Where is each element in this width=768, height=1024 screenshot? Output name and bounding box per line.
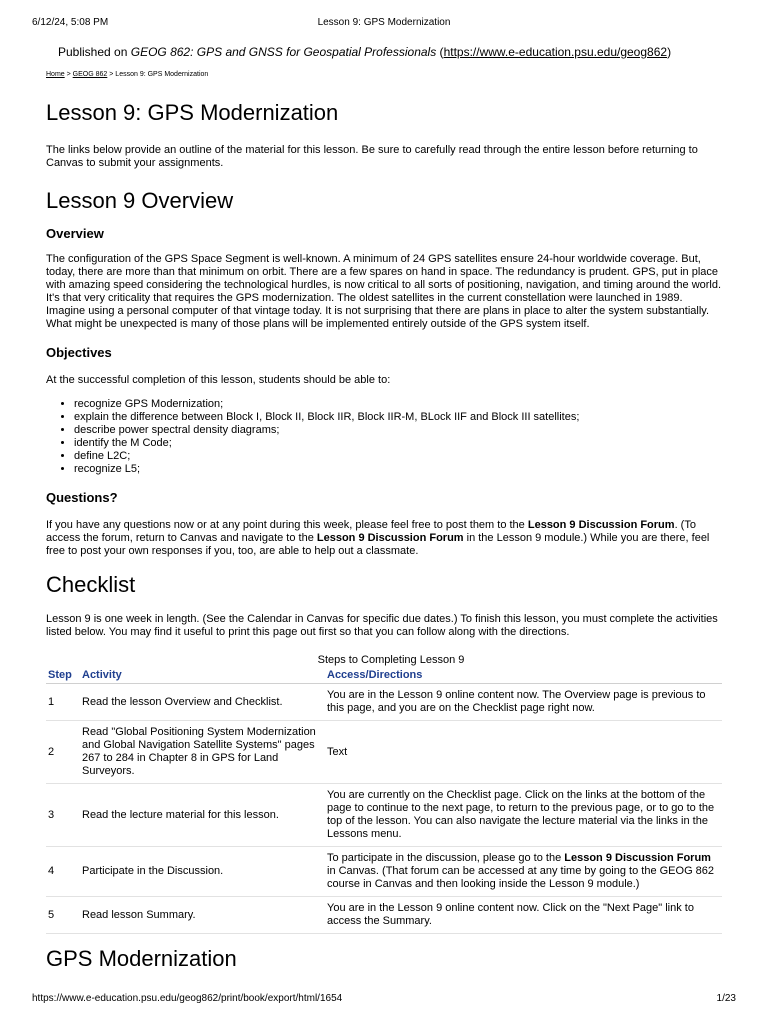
table-row — [46, 897, 722, 934]
overview-heading: Overview — [46, 226, 104, 241]
table-row — [46, 721, 722, 784]
breadcrumb-current: Lesson 9: GPS Modernization — [115, 71, 209, 78]
step-number: 3 — [48, 808, 55, 821]
site-url-link[interactable]: https://www.e-education.psu.edu/geog862 — [443, 45, 668, 59]
checklist-intro: Lesson 9 is one week in length. (See the Calendar in Canvas for specific due dates.) To finish this lesson, you must complete the activities listed below. You may find it useful to print this page out first so that you can follow along with the directions. — [46, 613, 718, 638]
step-number: 5 — [48, 908, 55, 921]
step-number: 2 — [48, 745, 55, 758]
table-row — [46, 847, 722, 897]
site-name: GEOG 862: GPS and GNSS for Geospatial Professionals — [130, 45, 437, 59]
table-row — [46, 784, 722, 847]
step-activity: Read lesson Summary. — [82, 908, 196, 921]
page-title: Lesson 9: GPS Modernization — [46, 100, 339, 125]
step-access: You are currently on the Checklist page. Click on the links at the bottom of the page to continue to the next page, to return to the previous page, or to go to the top of the lesson. You can also navigate the lecture material via the links in the Lessons menu. — [327, 789, 715, 840]
questions-heading: Questions? — [46, 490, 118, 505]
column-header-step: Step — [48, 669, 72, 681]
overview-section-title: Lesson 9 Overview — [46, 188, 234, 213]
objective-item: • recognize GPS Modernization; — [74, 398, 722, 411]
page-content — [46, 44, 722, 972]
step-activity: Read the lesson Overview and Checklist. — [82, 695, 283, 708]
print-url: https://www.e-education.psu.edu/geog862/print/book/export/html/1654 — [32, 993, 343, 1004]
step-access: You are in the Lesson 9 online content now. Click on the "Next Page" link to access the Summary. — [327, 902, 694, 927]
step-activity: Read "Global Positioning System Modernization and Global Navigation Satellite Systems" pages 267 to 284 in Chapter 8 in GPS for Land Surveyors. — [82, 726, 316, 777]
page-number: 1/23 — [716, 993, 736, 1004]
checklist-section-title: Checklist — [46, 572, 136, 597]
gps-modernization-section-title: GPS Modernization — [46, 946, 237, 971]
step-access: To participate in the discussion, please go to the Lesson 9 Discussion Forum in Canvas. (That forum can be accessed at any time by going to the GEOG 862 course in Canvas and then looking inside the Lesson 9 module.) — [327, 852, 715, 890]
objective-item: • explain the difference between Block I, Block II, Block IIR, Block IIR-M, BLock IIF and Block III satellites; — [74, 411, 722, 424]
column-header-access: Access/Directions — [327, 669, 423, 681]
discussion-forum-reference: Lesson 9 Discussion Forum — [316, 532, 464, 544]
objective-item: • identify the M Code; — [74, 437, 722, 450]
step-activity: Participate in the Discussion. — [82, 865, 224, 877]
objectives-list — [74, 398, 722, 476]
print-header — [32, 17, 736, 31]
breadcrumb-home-link[interactable]: Home — [46, 71, 65, 78]
published-line: Published on GEOG 862: GPS and GNSS for Geospatial Professionals (https://www.e-education.psu.edu/geog862) — [58, 45, 672, 59]
objective-item: • define L2C; — [74, 450, 722, 463]
step-number: 1 — [48, 695, 55, 708]
table-caption: Steps to Completing Lesson 9 — [317, 654, 465, 666]
discussion-forum-reference: Lesson 9 Discussion Forum — [527, 519, 675, 531]
print-title: Lesson 9: GPS Modernization — [317, 17, 451, 28]
objectives-heading: Objectives — [46, 345, 112, 360]
step-access: Text — [327, 745, 348, 758]
step-activity: Read the lecture material for this lesson. — [82, 808, 279, 821]
objective-item: • describe power spectral density diagrams; — [74, 424, 722, 437]
print-footer — [32, 993, 736, 1007]
steps-table — [46, 668, 722, 934]
breadcrumb-course-link[interactable]: GEOG 862 — [72, 71, 108, 78]
step-number: 4 — [48, 865, 55, 877]
objective-item: • recognize L5; — [74, 463, 722, 476]
discussion-forum-reference: Lesson 9 Discussion Forum — [564, 852, 711, 864]
questions-paragraph: If you have any questions now or at any point during this week, please feel free to post them to the Lesson 9 Discussion Forum. (To access the forum, return to Canvas and navigate to the Lesson 9 Discussion Forum in the Lesson 9 module.) While you are there, feel free to post your own responses if you, too, are able to help out a classmate. — [46, 519, 710, 557]
table-row — [46, 684, 722, 721]
intro-paragraph: The links below provide an outline of the material for this lesson. Be sure to carefully read through the entire lesson before returning to Canvas to submit your assignments. — [46, 144, 698, 169]
table-header-row — [46, 668, 722, 684]
objectives-intro: At the successful completion of this lesson, students should be able to: — [46, 374, 391, 386]
step-access: You are in the Lesson 9 online content now. The Overview page is previous to this page, and you are on the Checklist page right now. — [327, 689, 706, 714]
overview-paragraph: The configuration of the GPS Space Segment is well-known. A minimum of 24 GPS satellites ensure 24-hour worldwide coverage. But, today, there are more than that minimum on orbit. There are a few spares on hand in space. The redundancy is prudent. GPS, put in place with amazing speed considering the technological hurdles, is now critical to all sorts of positioning, navigation, and timing around the world. It's that very criticality that requires the GPS modernization. The oldest satellites in the current constellation were launched in 1989. Imagine using a personal computer of that vintage today. It is not surprising that there are plans in place to alter the system substantially. What might be unexpected is many of those plans will be implemented entirely outside of the GPS system itself. — [46, 253, 722, 330]
column-header-activity: Activity — [82, 669, 122, 681]
print-date: 6/12/24, 5:08 PM — [32, 17, 109, 28]
breadcrumb: Home > GEOG 862 > Lesson 9: GPS Modernization — [46, 71, 209, 78]
